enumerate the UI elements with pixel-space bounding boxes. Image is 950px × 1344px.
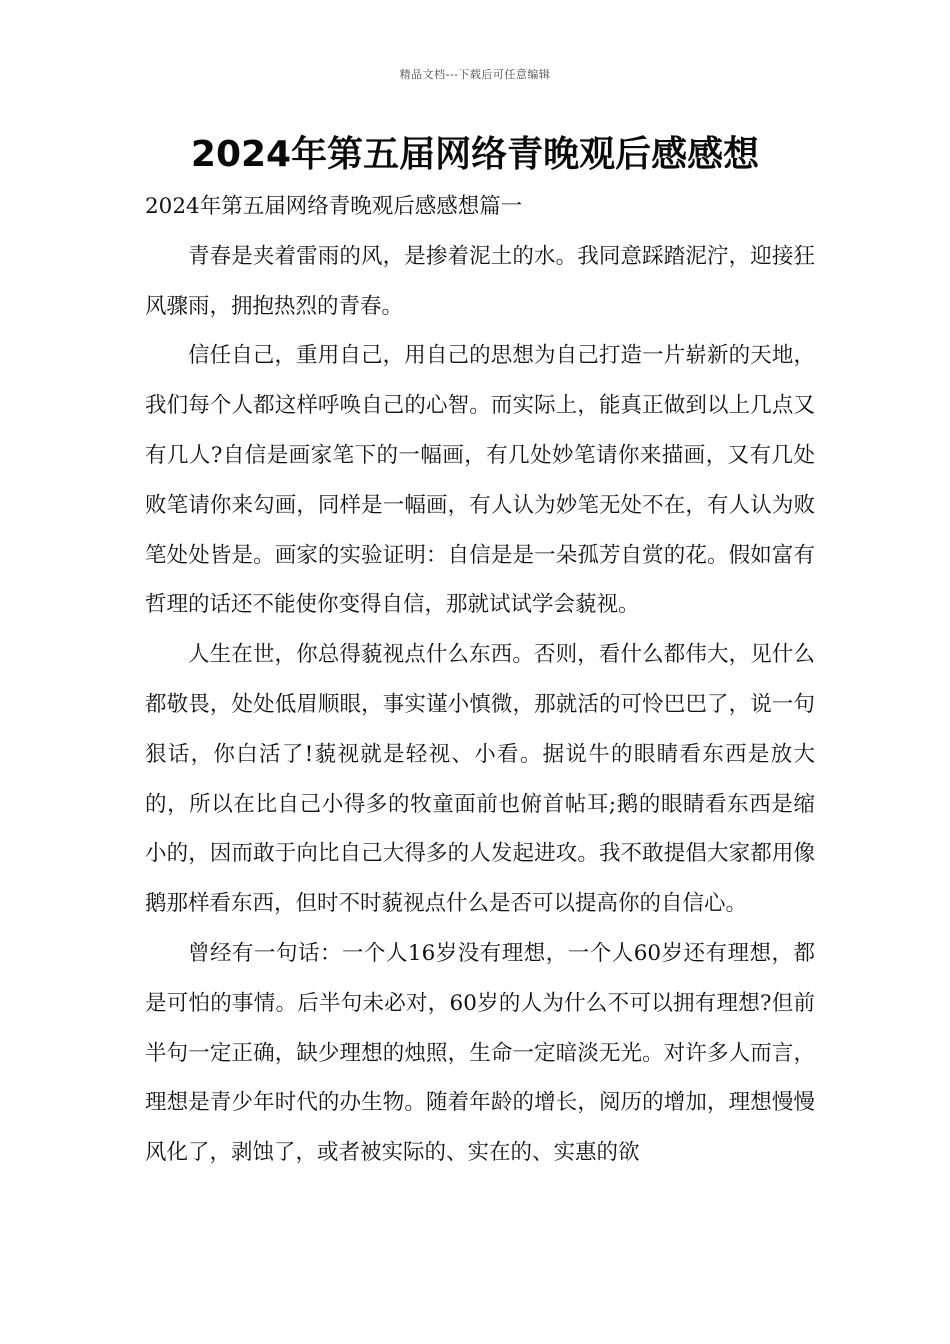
paragraph-3: 人生在世，你总得藐视点什么东西。否则，看什么都伟大，见什么都敬畏，处处低眉顺眼，事实谨小慎微，那就活的可怜巴巴了，说一句狠话，你白活了!藐视就是轻视、小看。据说牛的眼睛看东西是放大的，所以在比自己小得多的牧童面前也俯首帖耳;鹅的眼睛看东西是缩小的，因而敢于向比自己大得多的人发起进攻。我不敢提倡大家都用像鹅那样看东西，但时不时藐视点什么是否可以提高你的自信心。 xyxy=(145,642,815,917)
section-heading: 2024年第五届网络青晚观后感感想篇一 xyxy=(145,194,523,219)
header-note: 精品文档---下载后可任意编辑 xyxy=(399,68,551,81)
paragraph-2: 信任自己，重用自己，用自己的思想为自己打造一片崭新的天地，我们每个人都这样呼唤自己的心智。而实际上，能真正做到以上几点又有几人?自信是画家笔下的一幅画，有几处妙笔请你来描画，又有几处败笔请你来勾画，同样是一幅画，有人认为妙笔无处不在，有人认为败笔处处皆是。画家的实验证明：自信是是一朵孤芳自赏的花。假如富有哲理的话还不能使你变得自信，那就试试学会藐视。 xyxy=(145,343,815,618)
document-title: 2024年第五届网络青晚观后感感想 xyxy=(190,134,760,175)
paragraph-4: 曾经有一句话：一个人16岁没有理想，一个人60岁还有理想，都是可怕的事情。后半句未必对，60岁的人为什么不可以拥有理想?但前半句一定正确，缺少理想的烛照，生命一定暗淡无光。对许多人而言，理想是青少年时代的办生物。随着年龄的增长，阅历的增加，理想慢慢风化了，剥蚀了，或者被实际的、实在的、实惠的欲 xyxy=(145,940,815,1166)
document-body xyxy=(145,182,815,1178)
paragraph-1: 青春是夹着雷雨的风，是掺着泥土的水。我同意踩踏泥泞，迎接狂风骤雨，拥抱热烈的青春。 xyxy=(145,243,815,319)
